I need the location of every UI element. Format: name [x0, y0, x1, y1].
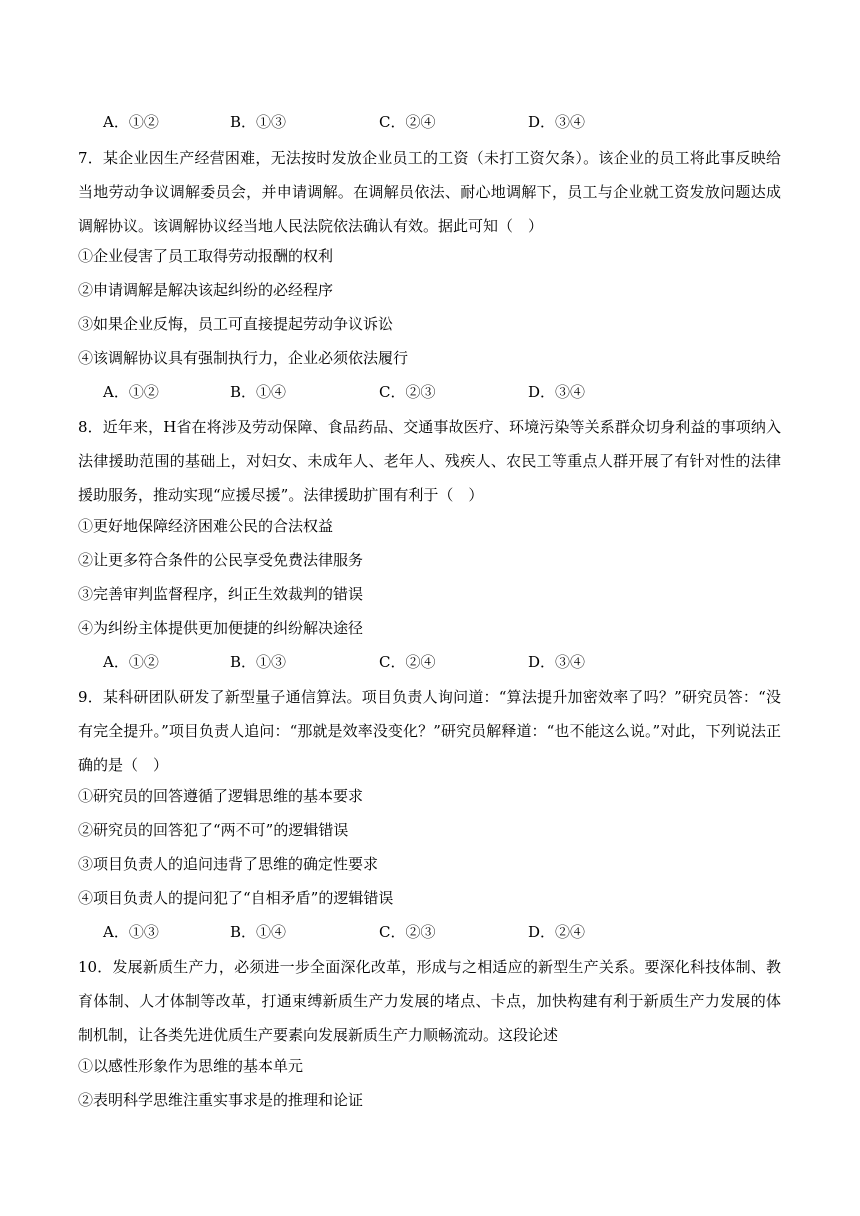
q8-option-d[interactable]: D．③④ [528, 653, 586, 671]
q8-item-3: ③完善审判监督程序，纠正生效裁判的错误 [78, 585, 364, 603]
q7-item-2: ②申请调解是解决该起纠纷的必经程序 [78, 281, 334, 299]
q9-item-3: ③项目负责人的追问违背了思维的确定性要求 [78, 855, 379, 873]
q6-option-d[interactable]: D．③④ [528, 113, 586, 131]
q8-option-c[interactable]: C．②④ [379, 653, 436, 671]
q7-option-d[interactable]: D．③④ [528, 383, 586, 401]
q9-item-1: ①研究员的回答遵循了逻辑思维的基本要求 [78, 787, 364, 805]
q8-item-4: ④为纠纷主体提供更加便捷的纠纷解决途径 [78, 619, 364, 637]
q8-option-a[interactable]: A．①② [103, 653, 159, 671]
q6-options [103, 112, 803, 132]
q9-stem: 9．某科研团队研发了新型量子通信算法。项目负责人询问道：“算法提升加密效率了吗？”研究员答：“没有完全提升。”项目负责人追问：“那就是效率没变化？”研究员解释道：“也不能这么说。”对此，下列说法正确的是（ ） [78, 688, 781, 774]
q10-stem: 10．发展新质生产力，必须进一步全面深化改革，形成与之相适应的新型生产关系。要深化科技体制、教育体制、人才体制等改革，打通束缚新质生产力发展的堵点、卡点，加快构建有利于新质生产力发展的体制机制，让各类先进优质生产要素向发展新质生产力顺畅流动。这段论述 [78, 958, 781, 1044]
q9-option-c[interactable]: C．②③ [379, 923, 436, 941]
q6-option-c[interactable]: C．②④ [379, 113, 436, 131]
q7-stem: 7．某企业因生产经营困难，无法按时发放企业员工的工资（未打工资欠条）。该企业的员工将此事反映给当地劳动争议调解委员会，并申请调解。在调解员依法、耐心地调解下，员工与企业就工资发放问题达成调解协议。该调解协议经当地人民法院依法确认有效。据此可知（ ） [78, 149, 781, 235]
q9-option-d[interactable]: D．②④ [528, 923, 586, 941]
q7-options [103, 382, 803, 402]
q7-option-c[interactable]: C．②③ [379, 383, 436, 401]
q6-option-b[interactable]: B．①③ [230, 113, 287, 131]
q8-item-2: ②让更多符合条件的公民享受免费法律服务 [78, 551, 364, 569]
q9-item-4: ④项目负责人的提问犯了“自相矛盾”的逻辑错误 [78, 889, 394, 907]
q6-option-a[interactable]: A．①② [103, 113, 159, 131]
q9-option-a[interactable]: A．①③ [103, 923, 159, 941]
q8-item-1: ①更好地保障经济困难公民的合法权益 [78, 517, 334, 535]
q7-option-b[interactable]: B．①④ [230, 383, 287, 401]
q7-item-4: ④该调解协议具有强制执行力，企业必须依法履行 [78, 349, 409, 367]
q8-options [103, 652, 803, 672]
q9-item-2: ②研究员的回答犯了“两不可”的逻辑错误 [78, 821, 349, 839]
q10-item-2: ②表明科学思维注重实事求是的推理和论证 [78, 1091, 364, 1109]
q8-option-b[interactable]: B．①③ [230, 653, 287, 671]
q7-option-a[interactable]: A．①② [103, 383, 159, 401]
q7-item-3: ③如果企业反悔，员工可直接提起劳动争议诉讼 [78, 315, 394, 333]
q9-option-b[interactable]: B．①④ [230, 923, 287, 941]
q8-stem: 8．近年来，H省在将涉及劳动保障、食品药品、交通事故医疗、环境污染等关系群众切身利益的事项纳入法律援助范围的基础上，对妇女、未成年人、老年人、残疾人、农民工等重点人群开展了有针对性的法律援助服务，推动实现“应援尽援”。法律援助扩围有利于（ ） [78, 418, 781, 504]
q7-item-1: ①企业侵害了员工取得劳动报酬的权利 [78, 247, 334, 265]
q10-item-1: ①以感性形象作为思维的基本单元 [78, 1057, 304, 1075]
q9-options [103, 922, 803, 942]
